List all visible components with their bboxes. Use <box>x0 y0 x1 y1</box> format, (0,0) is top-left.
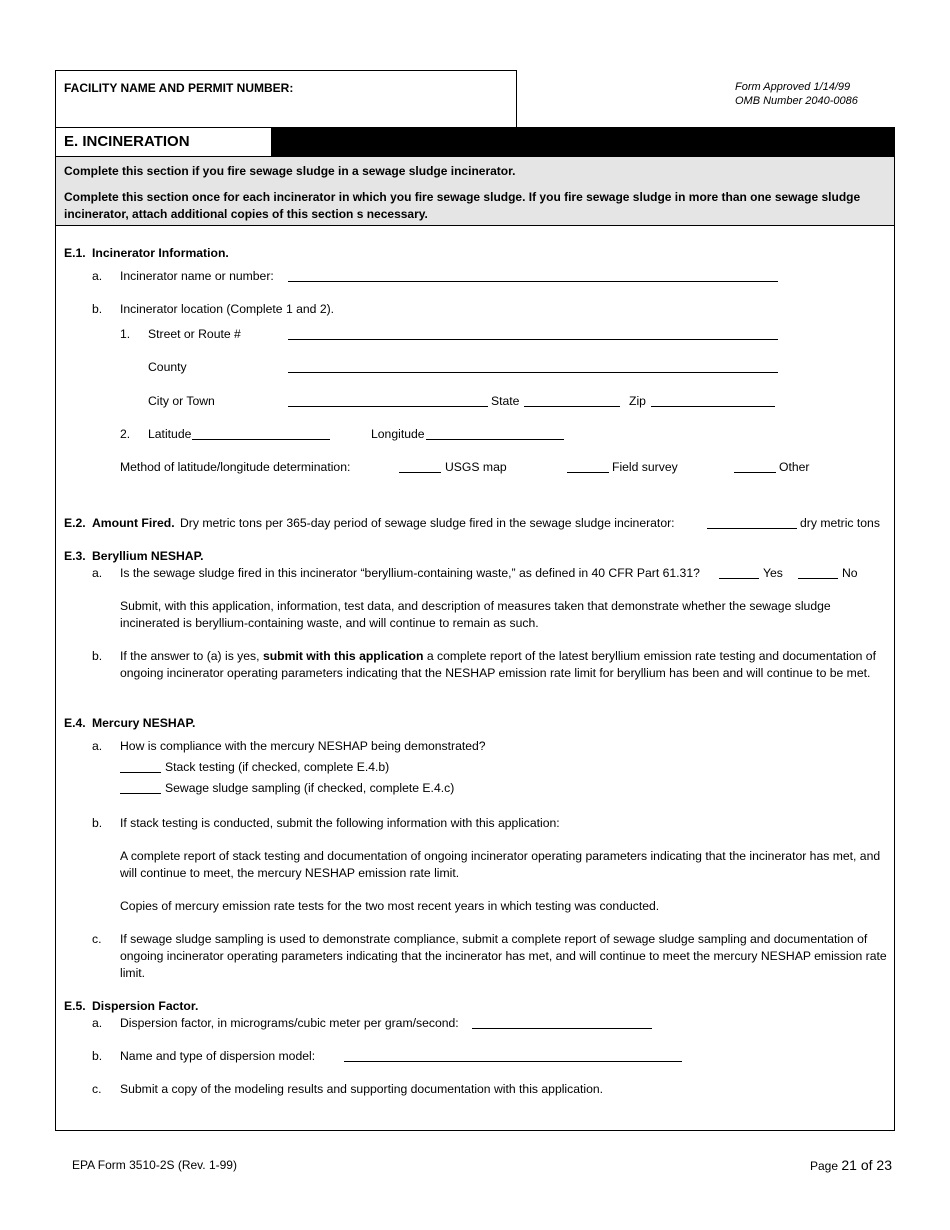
latitude-label: Latitude <box>148 427 192 441</box>
e5-c-text: Submit a copy of the modeling results and supporting documentation with this application. <box>120 1082 604 1096</box>
dispersion-factor-field[interactable] <box>472 1017 652 1029</box>
e4-a-letter: a. <box>92 739 103 753</box>
page-count: 21 of 23 <box>841 1157 892 1173</box>
street-field[interactable] <box>288 328 778 340</box>
e2-heading: Amount Fired. <box>92 516 175 530</box>
section-title: E. INCINERATION <box>64 133 190 150</box>
state-label: State <box>491 394 520 408</box>
instruction-2: Complete this section once for each incinerator in which you fire sewage sludge. If you fire sewage sludge in more than one sewage sludge incinerator, attach additional copies of this section s necessary. <box>64 190 861 221</box>
sludge-sampling-check-field[interactable] <box>120 782 161 794</box>
e3-b-bold: submit with this application <box>262 649 424 663</box>
e1-a-letter: a. <box>92 269 103 283</box>
instruction-1: Complete this section if you fire sewage sludge in a sewage sludge incinerator. <box>64 164 516 178</box>
zip-label: Zip <box>629 394 646 408</box>
dispersion-model-field[interactable] <box>344 1050 682 1062</box>
form-number: EPA Form 3510-2S (Rev. 1-99) <box>72 1158 237 1172</box>
e3-submit-text: Submit, with this application, information, test data, and description of measures taken that demonstrate whether the sewage sludge incinerated is beryllium-containing waste, and will continue to remain as such. <box>120 599 831 630</box>
e1-heading: Incinerator Information. <box>92 246 229 260</box>
e5-c-letter: c. <box>92 1082 102 1096</box>
omb-number: OMB Number 2040-0086 <box>735 95 858 107</box>
facility-box <box>55 70 517 128</box>
stack-testing-label: Stack testing (if checked, complete E.4.b) <box>165 760 390 774</box>
e3-b-pre: If the answer to (a) is yes, <box>120 649 260 663</box>
e4-number: E.4. <box>64 716 86 730</box>
e1-a-label: Incinerator name or number: <box>120 269 274 283</box>
longitude-label: Longitude <box>371 427 425 441</box>
longitude-field[interactable] <box>426 428 564 440</box>
state-field[interactable] <box>524 395 620 407</box>
street-label: Street or Route # <box>148 327 241 341</box>
e4-heading: Mercury NESHAP. <box>92 716 196 730</box>
e3-a-letter: a. <box>92 566 103 580</box>
e5-b-text: Name and type of dispersion model: <box>120 1049 316 1063</box>
e2-number: E.2. <box>64 516 86 530</box>
e4-a-text: How is compliance with the mercury NESHAP being demonstrated? <box>120 739 486 753</box>
beryllium-yes-field[interactable] <box>719 567 759 579</box>
field-survey-check-field[interactable] <box>567 461 609 473</box>
e3-heading: Beryllium NESHAP. <box>92 549 204 563</box>
e4-b-letter: b. <box>92 816 103 830</box>
e2-text: Dry metric tons per 365-day period of sewage sludge fired in the sewage sludge incinerator: <box>180 516 675 530</box>
county-label: County <box>148 360 187 374</box>
city-label: City or Town <box>148 394 215 408</box>
no-label: No <box>842 566 858 580</box>
latitude-field[interactable] <box>192 428 330 440</box>
field-survey-label: Field survey <box>612 460 678 474</box>
e1-number: E.1. <box>64 246 86 260</box>
e5-number: E.5. <box>64 999 86 1013</box>
e4-b-text: If stack testing is conducted, submit the following information with this application: <box>120 816 560 830</box>
page-prefix: Page <box>810 1159 839 1173</box>
e5-a-letter: a. <box>92 1016 103 1030</box>
e1-b-2: 2. <box>120 427 131 441</box>
e3-b-text <box>120 648 885 682</box>
e1-b-label: Incinerator location (Complete 1 and 2). <box>120 302 335 316</box>
page-number <box>810 1157 892 1173</box>
incinerator-name-field[interactable] <box>288 270 778 282</box>
sludge-sampling-label: Sewage sludge sampling (if checked, complete E.4.c) <box>165 781 455 795</box>
e1-b-letter: b. <box>92 302 103 316</box>
amount-fired-field[interactable] <box>707 517 797 529</box>
stack-testing-check-field[interactable] <box>120 761 161 773</box>
county-field[interactable] <box>288 361 778 373</box>
e3-b-post: a complete report of the latest beryllium emission rate testing and documentation of ongoing incinerator operating parameters indicating that the NESHAP emission rate limit for beryllium has been and will continue to be met. <box>120 649 876 680</box>
e5-a-text: Dispersion factor, in micrograms/cubic meter per gram/second: <box>120 1016 459 1030</box>
e4-c-letter: c. <box>92 932 102 946</box>
e1-b-1: 1. <box>120 327 131 341</box>
method-label: Method of latitude/longitude determination: <box>120 460 351 474</box>
e5-heading: Dispersion Factor. <box>92 999 199 1013</box>
facility-label: FACILITY NAME AND PERMIT NUMBER: <box>64 81 294 95</box>
usgs-check-field[interactable] <box>399 461 441 473</box>
usgs-label: USGS map <box>445 460 507 474</box>
e4-b-p2: Copies of mercury emission rate tests for the two most recent years in which testing was conducted. <box>120 899 660 913</box>
form-approved-date: Form Approved 1/14/99 <box>735 81 851 93</box>
e5-b-letter: b. <box>92 1049 103 1063</box>
e3-number: E.3. <box>64 549 86 563</box>
form-approval-info <box>735 80 858 108</box>
e4-c-text: If sewage sludge sampling is used to demonstrate compliance, submit a complete report of sewage sludge sampling and documentation of ongoing incinerator operating parameters indicating that the incinerator has met, and will continue to meet the mercury NESHAP emission rate limit. <box>120 932 887 980</box>
other-label: Other <box>779 460 810 474</box>
zip-field[interactable] <box>651 395 775 407</box>
e3-b-letter: b. <box>92 649 103 663</box>
beryllium-no-field[interactable] <box>798 567 838 579</box>
yes-label: Yes <box>763 566 783 580</box>
e3-a-text: Is the sewage sludge fired in this incinerator “beryllium-containing waste,” as defined in 40 CFR Part 61.31? <box>120 566 700 580</box>
section-header-bar <box>272 128 894 156</box>
e4-b-p1: A complete report of stack testing and documentation of ongoing incinerator operating parameters indicating that the incinerator has met, and will continue to meet, the mercury NESHAP emission rate limit. <box>120 849 881 880</box>
city-field[interactable] <box>288 395 488 407</box>
e2-unit: dry metric tons <box>800 516 880 530</box>
other-check-field[interactable] <box>734 461 776 473</box>
